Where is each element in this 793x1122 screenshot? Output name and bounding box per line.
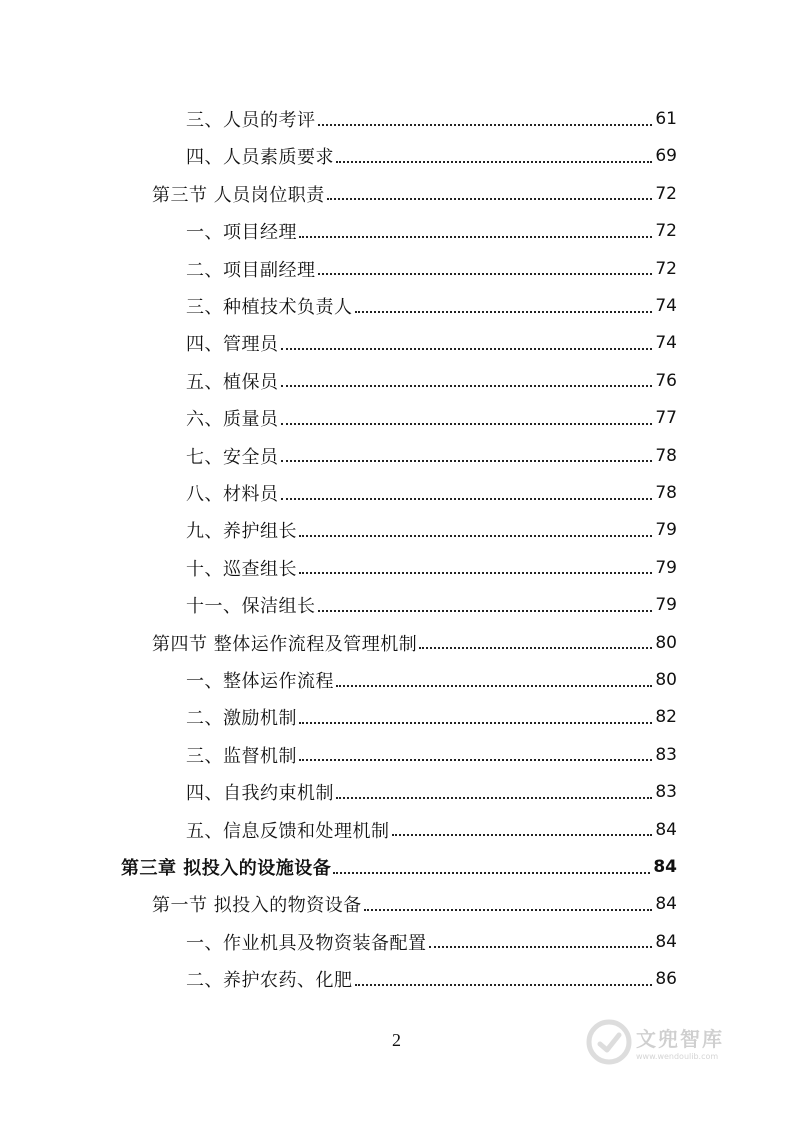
toc-dot-leader xyxy=(281,385,653,387)
watermark-url: www.wendoulib.com xyxy=(636,1052,719,1061)
toc-entry-label: 九、养护组长 xyxy=(186,521,297,543)
toc-entry[interactable] xyxy=(186,512,677,549)
toc-dot-leader xyxy=(318,124,653,126)
toc-entry-page: 84 xyxy=(655,819,677,840)
toc-entry-page: 80 xyxy=(655,670,677,690)
toc-entry-page: 83 xyxy=(655,782,677,803)
toc-entry[interactable] xyxy=(186,250,677,287)
toc-entry-label: 五、植保员 xyxy=(186,371,279,393)
toc-entry[interactable] xyxy=(152,624,677,661)
toc-entry[interactable] xyxy=(186,549,677,586)
toc-entry-label: 四、管理员 xyxy=(186,334,279,356)
toc-dot-leader xyxy=(336,685,652,687)
toc-entry[interactable] xyxy=(186,325,677,362)
toc-dot-leader xyxy=(336,161,652,163)
watermark xyxy=(586,1014,756,1070)
toc-entry[interactable] xyxy=(186,774,677,811)
toc-entry[interactable] xyxy=(186,699,677,736)
toc-entry-page: 86 xyxy=(655,969,677,990)
toc-entry-page: 78 xyxy=(655,445,677,466)
toc-entry-page: 74 xyxy=(655,333,677,354)
toc-entry-page: 61 xyxy=(655,109,677,129)
toc-entry-page: 80 xyxy=(655,632,677,653)
toc-entry[interactable] xyxy=(152,175,677,212)
toc-entry-label: 一、作业机具及物资装备配置 xyxy=(186,932,427,954)
toc-dot-leader xyxy=(419,647,652,649)
toc-dot-leader xyxy=(299,535,652,537)
toc-entry[interactable] xyxy=(186,587,677,624)
toc-entry-label: 第四节 整体运作流程及管理机制 xyxy=(152,633,418,655)
toc-entry-page: 82 xyxy=(655,707,677,728)
toc-dot-leader xyxy=(355,984,653,986)
toc-entry-page: 84 xyxy=(655,894,677,915)
toc-dot-leader xyxy=(364,909,653,911)
toc-entry-label: 第三节 人员岗位职责 xyxy=(152,184,325,206)
toc-entry-page: 72 xyxy=(655,221,677,242)
toc-entry-label: 八、材料员 xyxy=(186,484,279,505)
toc-entry-label: 二、项目副经理 xyxy=(186,259,316,281)
toc-entry-page: 72 xyxy=(655,183,677,204)
toc-entry[interactable] xyxy=(186,961,677,998)
toc-entry[interactable] xyxy=(186,662,677,699)
watermark-brand: 文兜智库 xyxy=(636,1027,724,1051)
toc-entry-label: 三、种植技术负责人 xyxy=(186,297,353,318)
toc-entry[interactable] xyxy=(121,849,677,886)
toc-entry-page: 74 xyxy=(655,296,677,316)
toc-dot-leader xyxy=(281,460,653,462)
toc-entry-page: 72 xyxy=(655,258,677,279)
toc-entry-page: 79 xyxy=(655,520,677,541)
toc-dot-leader xyxy=(318,273,653,275)
toc-entry-page: 77 xyxy=(655,408,677,429)
toc-entry[interactable] xyxy=(152,886,677,923)
toc-entry-label: 七、安全员 xyxy=(186,446,279,468)
toc-entry-label: 十一、保洁组长 xyxy=(186,596,316,618)
toc-entry-label: 三、监督机制 xyxy=(186,745,297,767)
toc-dot-leader xyxy=(392,834,653,836)
toc-entry-label: 一、整体运作流程 xyxy=(186,671,334,692)
toc-entry-page: 76 xyxy=(655,370,677,391)
toc-dot-leader xyxy=(355,311,653,313)
toc-entry[interactable] xyxy=(186,213,677,250)
toc-dot-leader xyxy=(318,610,653,612)
toc-entry-page: 83 xyxy=(655,744,677,765)
toc-entry-page: 69 xyxy=(655,146,677,167)
toc-entry-label: 三、人员的考评 xyxy=(186,110,316,131)
toc-dot-leader xyxy=(281,423,653,425)
toc-entry-label: 六、质量员 xyxy=(186,409,279,431)
toc-entry-label: 第三章 拟投入的设施设备 xyxy=(121,858,332,879)
toc-entry[interactable] xyxy=(186,811,677,848)
wendou-logo-icon xyxy=(586,1019,632,1065)
toc-dot-leader xyxy=(299,572,652,574)
toc-dot-leader xyxy=(429,946,653,948)
toc-entry[interactable] xyxy=(186,437,677,474)
toc-entry-label: 四、人员素质要求 xyxy=(186,147,334,169)
toc-dot-leader xyxy=(299,722,652,724)
toc-entry[interactable] xyxy=(186,362,677,399)
toc-dot-leader xyxy=(327,198,653,200)
toc-entry[interactable] xyxy=(186,101,677,138)
toc-dot-leader xyxy=(336,797,652,799)
toc-entry-label: 五、信息反馈和处理机制 xyxy=(186,820,390,842)
toc-entry-label: 十、巡查组长 xyxy=(186,558,297,580)
toc-entry[interactable] xyxy=(186,923,677,960)
toc-dot-leader xyxy=(299,236,652,238)
toc-entry[interactable] xyxy=(186,400,677,437)
toc-entry-page: 84 xyxy=(653,857,677,877)
toc-entry-label: 四、自我约束机制 xyxy=(186,783,334,805)
toc-dot-leader xyxy=(299,759,652,761)
toc-entry[interactable] xyxy=(186,288,677,325)
toc-entry-page: 79 xyxy=(655,595,677,616)
toc-entry[interactable] xyxy=(186,736,677,773)
toc-entry[interactable] xyxy=(186,475,677,512)
toc-entry-label: 一、项目经理 xyxy=(186,222,297,244)
toc-dot-leader xyxy=(281,498,653,500)
toc-entry-label: 第一节 拟投入的物资设备 xyxy=(152,895,362,917)
toc-dot-leader xyxy=(281,348,653,350)
toc-entry-page: 79 xyxy=(655,557,677,578)
toc-entry-page: 84 xyxy=(655,931,677,952)
toc-entry[interactable] xyxy=(186,138,677,175)
page-number: 2 xyxy=(392,1030,401,1050)
toc-entry-label: 二、激励机制 xyxy=(186,708,297,730)
toc-dot-leader xyxy=(333,872,650,874)
toc-entry-label: 二、养护农药、化肥 xyxy=(186,970,353,992)
toc-entry-page: 78 xyxy=(655,483,677,503)
